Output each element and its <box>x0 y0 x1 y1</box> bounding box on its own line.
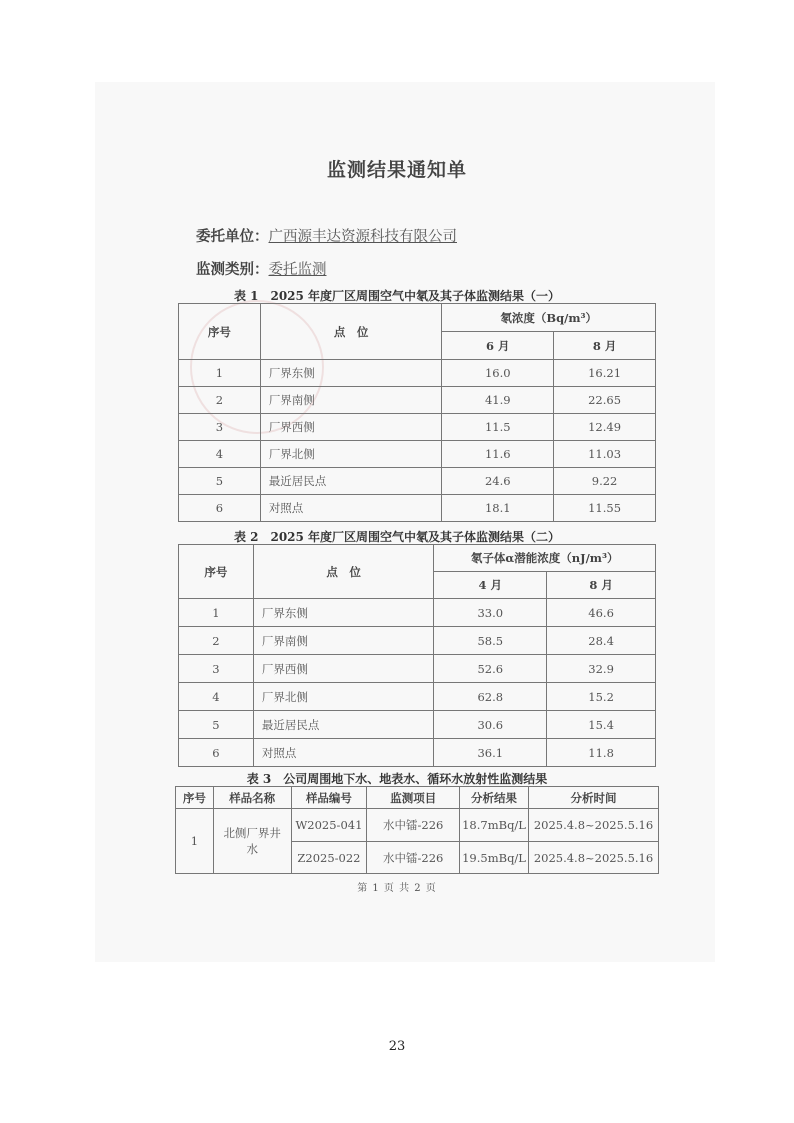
row-value-1: 11.5 <box>442 414 554 441</box>
table2-header-col1: 4 月 <box>434 572 547 599</box>
table-row <box>179 495 656 522</box>
row-value-1: 36.1 <box>434 739 547 767</box>
document-title: 监测结果通知单 <box>326 159 467 181</box>
table-row <box>179 739 656 767</box>
table2 <box>178 544 656 767</box>
row-no: 3 <box>179 414 261 441</box>
table-row <box>179 441 656 468</box>
row-no: 5 <box>179 711 254 739</box>
analysis-time: 2025.4.8~2025.5.16 <box>529 842 659 874</box>
row-value-2: 15.2 <box>547 683 656 711</box>
row-value-2: 22.65 <box>554 387 656 414</box>
row-value-2: 46.6 <box>547 599 656 627</box>
table-row <box>179 655 656 683</box>
row-value-2: 12.49 <box>554 414 656 441</box>
row-value-2: 9.22 <box>554 468 656 495</box>
row-value-2: 28.4 <box>547 627 656 655</box>
row-no: 4 <box>179 441 261 468</box>
row-value-1: 24.6 <box>442 468 554 495</box>
row-no: 3 <box>179 655 254 683</box>
table3 <box>175 786 659 874</box>
row-no: 5 <box>179 468 261 495</box>
table-row <box>176 809 659 842</box>
page-number: 23 <box>388 1039 406 1054</box>
row-site: 对照点 <box>260 495 442 522</box>
row-no: 1 <box>176 809 214 874</box>
table3-header-item: 监测项目 <box>367 787 460 809</box>
table2-header-group: 氡子体α潜能浓度（nJ/m³） <box>434 545 656 572</box>
table-row <box>179 414 656 441</box>
table-row <box>179 599 656 627</box>
table2-caption: 表 2 2025 年度厂区周围空气中氡及其子体监测结果（二） <box>233 530 561 544</box>
table-row <box>179 387 656 414</box>
table-row <box>179 468 656 495</box>
page-footer: 第 1 页 共 2 页 <box>357 883 437 894</box>
monitor-item: 水中镭-226 <box>367 809 460 842</box>
row-value-1: 18.1 <box>442 495 554 522</box>
sample-code: W2025-041 <box>291 809 367 842</box>
table-row <box>179 683 656 711</box>
table-row <box>179 711 656 739</box>
table3-header-code: 样品编号 <box>291 787 367 809</box>
row-site: 最近居民点 <box>260 468 442 495</box>
row-value-2: 15.4 <box>547 711 656 739</box>
row-value-1: 16.0 <box>442 360 554 387</box>
row-site: 厂界西侧 <box>260 414 442 441</box>
row-value-2: 16.21 <box>554 360 656 387</box>
table-row <box>179 360 656 387</box>
monitor-item: 水中镭-226 <box>367 842 460 874</box>
row-value-2: 11.03 <box>554 441 656 468</box>
table2-header-no: 序号 <box>179 545 254 599</box>
table1-caption: 表 1 2025 年度厂区周围空气中氡及其子体监测结果（一） <box>233 289 561 303</box>
row-value-1: 33.0 <box>434 599 547 627</box>
client-line <box>196 225 457 246</box>
client-value: 广西源丰达资源科技有限公司 <box>268 229 457 245</box>
analysis-result: 19.5mBq/L <box>460 842 529 874</box>
table2-header-site: 点 位 <box>253 545 434 599</box>
row-site: 最近居民点 <box>253 711 434 739</box>
row-site: 厂界北侧 <box>253 683 434 711</box>
row-value-1: 58.5 <box>434 627 547 655</box>
row-site: 厂界北侧 <box>260 441 442 468</box>
table1-header-site: 点 位 <box>260 304 442 360</box>
category-line <box>196 258 327 279</box>
row-site: 厂界西侧 <box>253 655 434 683</box>
row-no: 6 <box>179 495 261 522</box>
table1-header-no: 序号 <box>179 304 261 360</box>
row-site: 厂界南侧 <box>260 387 442 414</box>
table3-header-time: 分析时间 <box>529 787 659 809</box>
row-site: 厂界东侧 <box>253 599 434 627</box>
sample-name: 北侧厂界井水 <box>213 809 291 874</box>
category-label: 监测类别： <box>196 261 269 278</box>
table1-header-group: 氡浓度（Bq/m³） <box>442 304 656 332</box>
row-no: 4 <box>179 683 254 711</box>
row-no: 6 <box>179 739 254 767</box>
analysis-result: 18.7mBq/L <box>460 809 529 842</box>
row-site: 厂界东侧 <box>260 360 442 387</box>
table1 <box>178 303 656 522</box>
row-value-2: 11.8 <box>547 739 656 767</box>
row-value-1: 41.9 <box>442 387 554 414</box>
row-no: 2 <box>179 627 254 655</box>
row-site: 对照点 <box>253 739 434 767</box>
category-value: 委托监测 <box>268 262 327 278</box>
row-value-1: 52.6 <box>434 655 547 683</box>
row-value-1: 30.6 <box>434 711 547 739</box>
table1-header-col2: 8 月 <box>554 332 656 360</box>
row-value-1: 62.8 <box>434 683 547 711</box>
row-no: 1 <box>179 360 261 387</box>
table2-header-col2: 8 月 <box>547 572 656 599</box>
row-site: 厂界南侧 <box>253 627 434 655</box>
client-label: 委托单位： <box>196 228 269 245</box>
row-value-2: 11.55 <box>554 495 656 522</box>
table3-caption: 表 3 公司周围地下水、地表水、循环水放射性监测结果 <box>246 772 548 786</box>
table-row <box>179 627 656 655</box>
row-no: 2 <box>179 387 261 414</box>
analysis-time: 2025.4.8~2025.5.16 <box>529 809 659 842</box>
row-value-2: 32.9 <box>547 655 656 683</box>
table1-header-col1: 6 月 <box>442 332 554 360</box>
table3-header-name: 样品名称 <box>213 787 291 809</box>
row-value-1: 11.6 <box>442 441 554 468</box>
table3-header-result: 分析结果 <box>460 787 529 809</box>
row-no: 1 <box>179 599 254 627</box>
table3-header-no: 序号 <box>176 787 214 809</box>
sample-code: Z2025-022 <box>291 842 367 874</box>
